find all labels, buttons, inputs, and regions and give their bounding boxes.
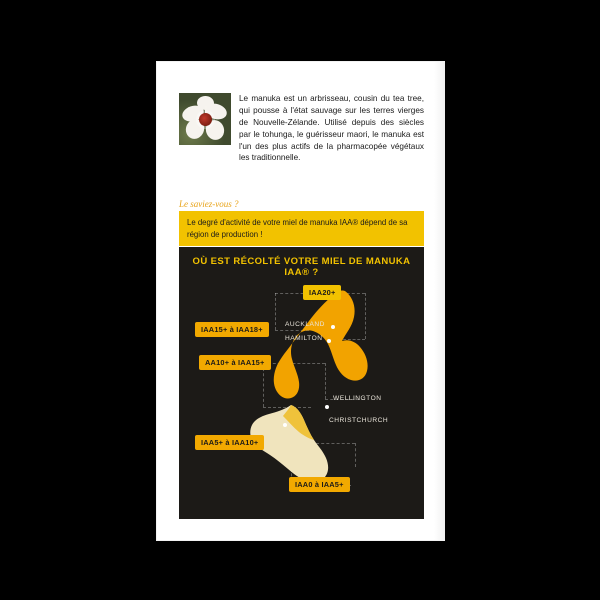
map-panel [179,247,424,519]
intro-paragraph: Le manuka est un arbrisseau, cousin du tea tree, qui pousse à l'état sauvage sur les terres vierges de Nouvelle-Zélande. Utilisé depuis des siècles par le tohunga, le guérisseur maori, le manuka est l'un des plus actifs de la pharmacopée végétaux les traditionnelle. [239,94,424,163]
map-title: OÙ EST RÉCOLTÉ VOTRE MIEL DE MANUKA IAA® ? [192,256,411,278]
package-edge-sheen [434,62,444,540]
map-label-iaa5-iaa10[interactable]: IAA5+ à IAA10+ [195,435,264,450]
map-label-aa10-iaa15[interactable]: AA10+ à IAA15+ [199,355,271,370]
city-label-hamilton: HAMILTON [285,335,323,342]
map-label-iaa15-iaa18[interactable]: IAA15+ à IAA18+ [195,322,269,337]
city-label-christchurch: CHRISTCHURCH [329,417,389,424]
city-dot-wellington [325,405,329,409]
city-dot-christchurch [283,423,287,427]
map-label-iaa20[interactable]: IAA20+ [303,285,341,300]
city-label-wellington: WELLINGTON [333,395,382,402]
intro-block [179,93,424,164]
did-you-know-text: Le degré d'activité de votre miel de manuka IAA® dépend de sa région de production ! [187,218,408,239]
city-dot-hamilton [327,339,331,343]
flower-center [199,113,212,126]
did-you-know-band [179,211,424,246]
did-you-know-title: Le saviez-vous ? [179,199,239,209]
manuka-flower-photo [179,93,231,145]
city-dot-auckland [331,325,335,329]
city-label-auckland: AUCKLAND [285,321,325,328]
product-package-panel [157,62,444,540]
map-label-iaa0-iaa5[interactable]: IAA0 à IAA5+ [289,477,350,492]
